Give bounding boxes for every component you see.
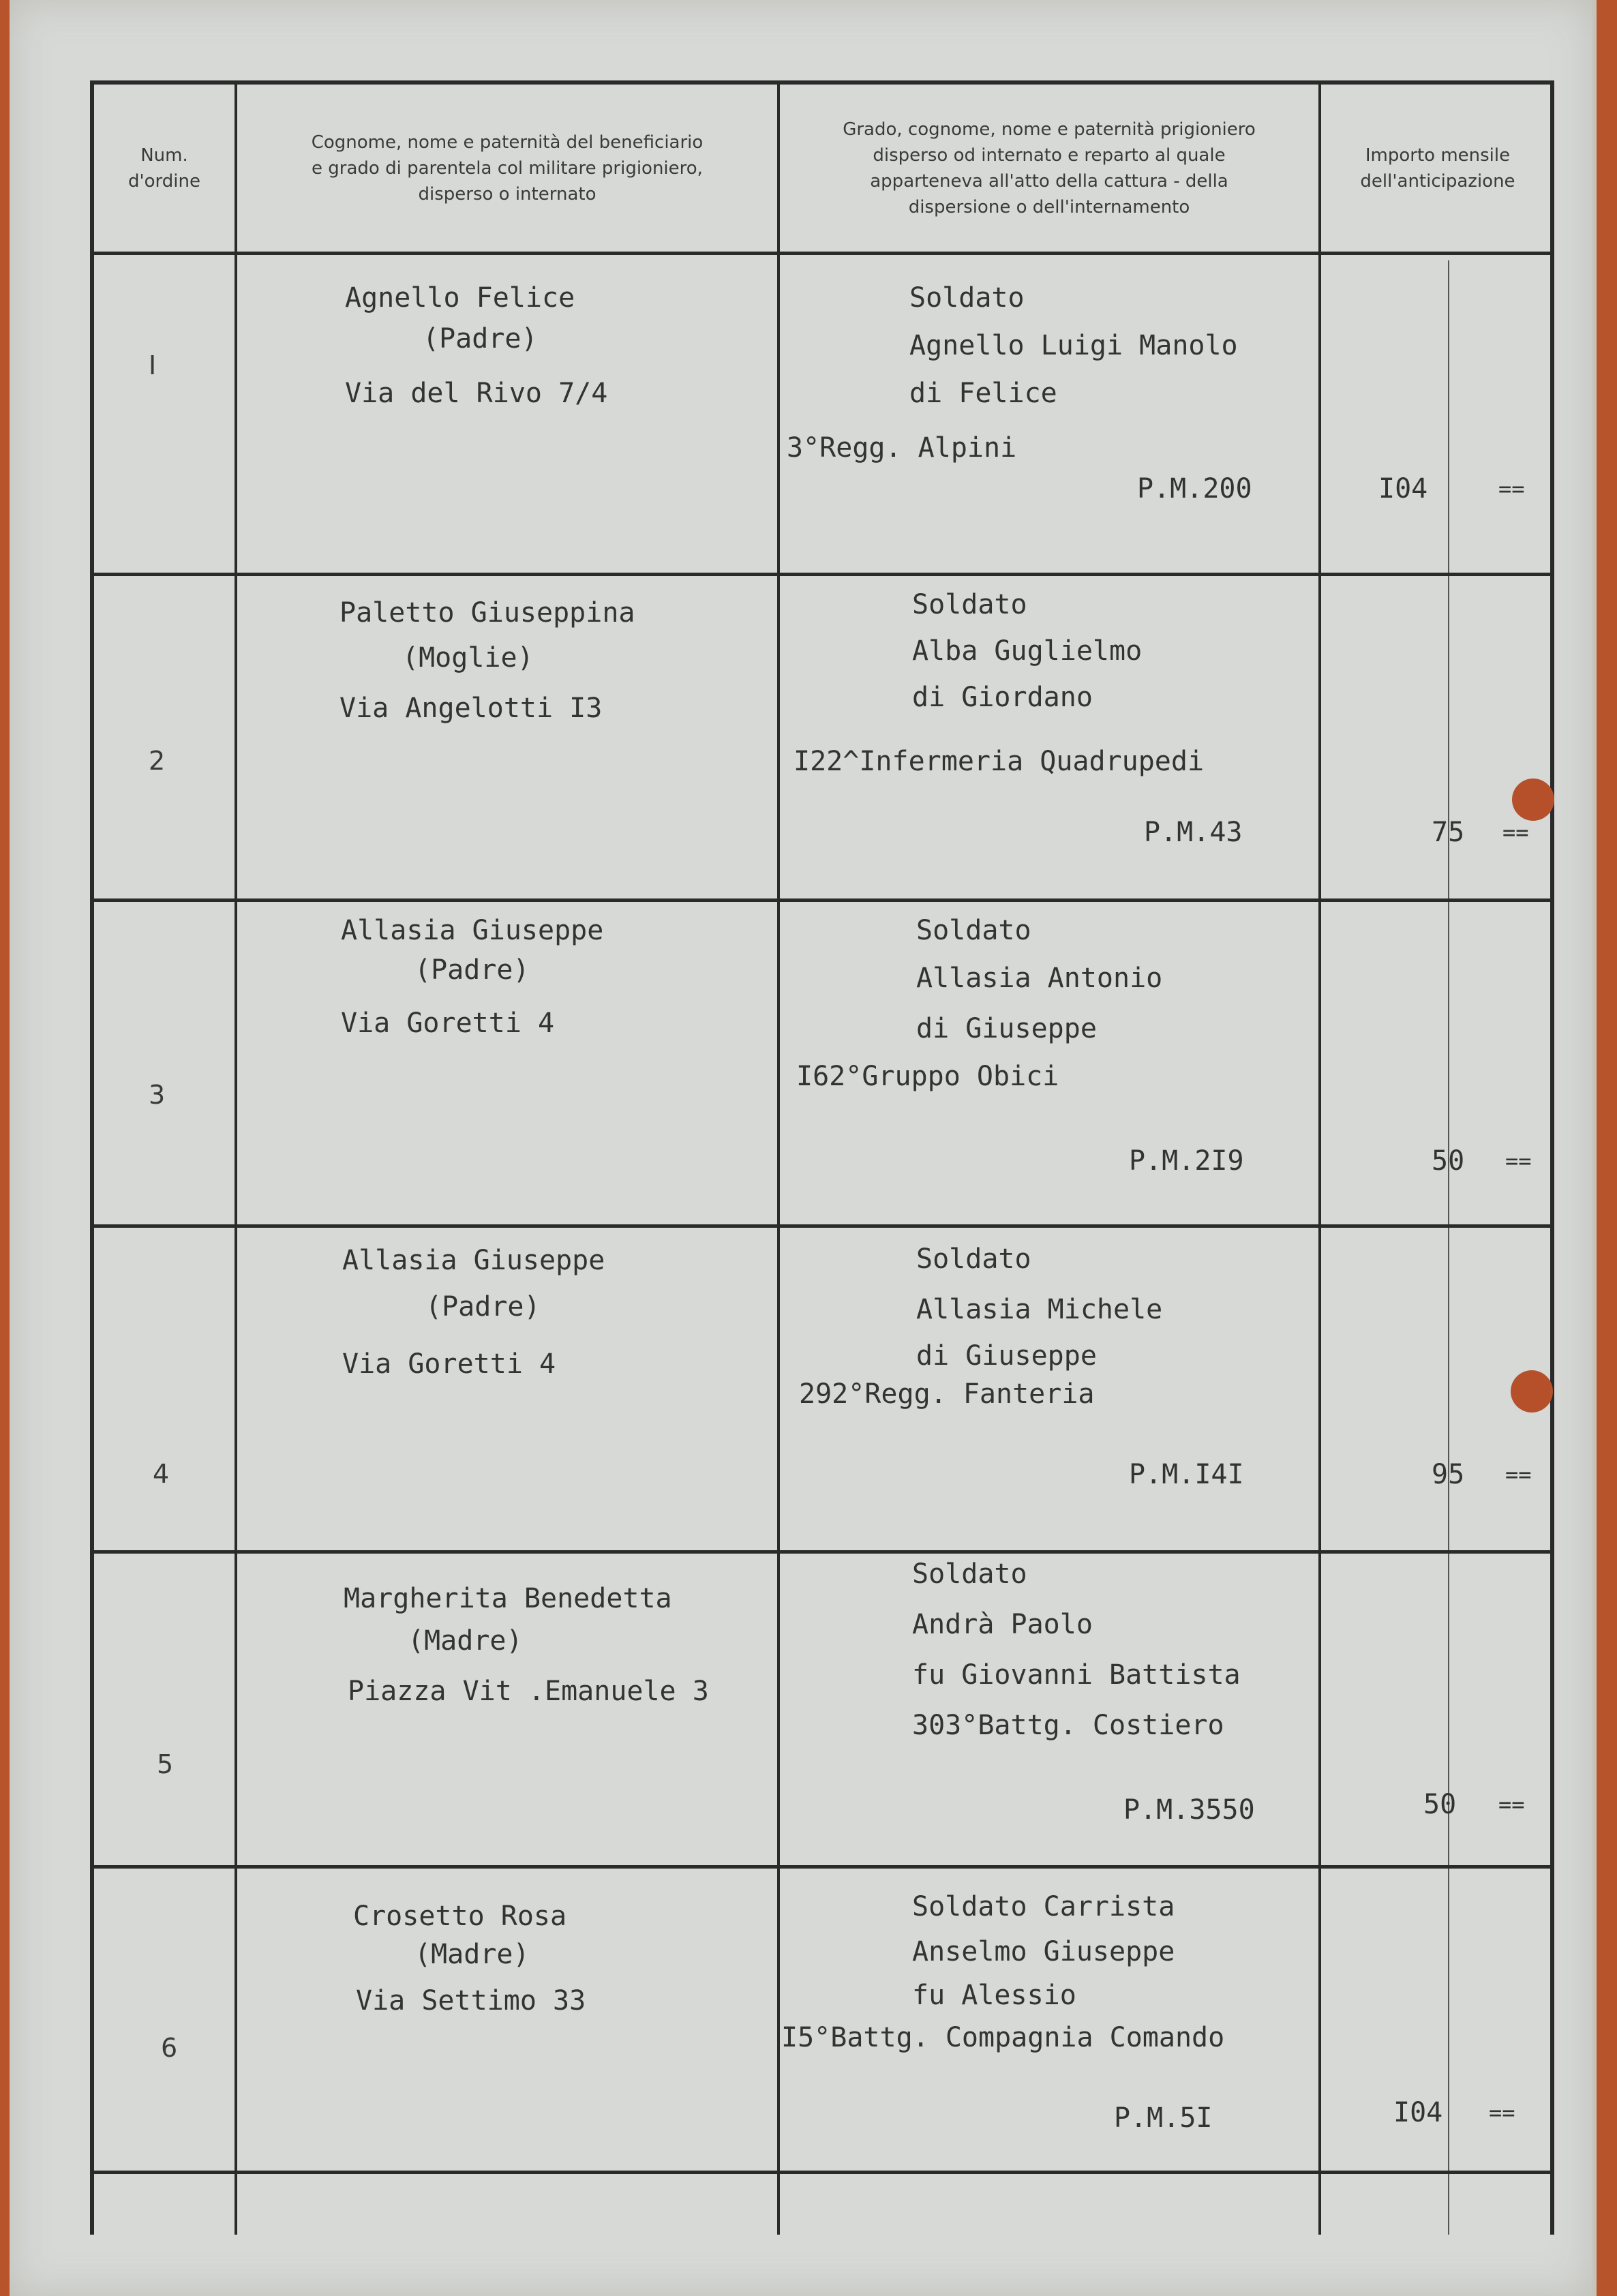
monthly-amount: 75 xyxy=(1432,817,1465,848)
header-soldier: Grado, cognome, nome e paternità prigioniero disperso od internato e reparto al quale apparteneva all'atto della cattura - della dispersione o dell'internamento xyxy=(843,119,1256,217)
beneficiary-relation: (Padre) xyxy=(423,323,538,354)
postal-code: P.M.2I9 xyxy=(1129,1145,1244,1177)
row-divider xyxy=(94,573,1550,576)
punch-hole xyxy=(1512,779,1554,821)
amount-mark: == xyxy=(1502,819,1529,845)
header-amount: Importo mensile dell'anticipazione xyxy=(1360,145,1515,192)
beneficiary-name: Paletto Giuseppina xyxy=(339,597,635,629)
soldier-unit: 292°Regg. Fanteria xyxy=(799,1378,1095,1410)
header-num: Num. d'ordine xyxy=(128,145,200,192)
row-divider xyxy=(94,2171,1550,2174)
amount-mark: == xyxy=(1498,476,1525,502)
soldier-rank: Soldato xyxy=(912,1558,1027,1590)
document-page xyxy=(10,0,1597,2296)
beneficiary-name: Agnello Felice xyxy=(345,282,575,314)
soldier-rank: Soldato xyxy=(909,282,1025,314)
soldier-paternity: fu Giovanni Battista xyxy=(912,1659,1241,1691)
soldier-rank: Soldato Carrista xyxy=(912,1891,1175,1922)
beneficiary-address: Via del Rivo 7/4 xyxy=(345,378,608,409)
beneficiary-relation: (Madre) xyxy=(414,1939,530,1970)
soldier-unit: 303°Battg. Costiero xyxy=(912,1710,1224,1741)
soldier-unit: I62°Gruppo Obici xyxy=(796,1061,1059,1092)
beneficiary-address: Piazza Vit .Emanuele 3 xyxy=(348,1676,709,1707)
amount-mark: == xyxy=(1498,1792,1525,1817)
column-divider xyxy=(1318,85,1321,2235)
soldier-paternity: fu Alessio xyxy=(912,1980,1076,2011)
header-divider xyxy=(94,252,1550,255)
beneficiary-address: Via Goretti 4 xyxy=(341,1008,555,1039)
beneficiary-name: Crosetto Rosa xyxy=(353,1901,567,1932)
row-divider xyxy=(94,1865,1550,1869)
soldier-name: Allasia Antonio xyxy=(916,963,1163,994)
row-number: I xyxy=(149,350,157,380)
row-number: 3 xyxy=(149,1080,166,1110)
soldier-unit: 3°Regg. Alpini xyxy=(787,432,1017,464)
postal-code: P.M.5I xyxy=(1114,2102,1213,2134)
soldier-name: Anselmo Giuseppe xyxy=(912,1936,1175,1967)
postal-code: P.M.43 xyxy=(1144,817,1243,848)
soldier-name: Allasia Michele xyxy=(916,1294,1163,1325)
postal-code: P.M.200 xyxy=(1137,473,1252,504)
column-divider xyxy=(777,85,780,2235)
beneficiary-name: Margherita Benedetta xyxy=(344,1583,672,1614)
header-beneficiary: Cognome, nome e paternità del beneficiario e grado di parentela col militare prigioniero, disperso o internato xyxy=(311,132,704,205)
row-divider xyxy=(94,1550,1550,1554)
beneficiary-address: Via Angelotti I3 xyxy=(339,693,603,724)
beneficiary-relation: (Padre) xyxy=(425,1291,541,1323)
row-number: 5 xyxy=(157,1749,174,1779)
soldier-name: Andrà Paolo xyxy=(912,1609,1093,1640)
monthly-amount: 50 xyxy=(1423,1789,1457,1820)
soldier-paternity: di Giordano xyxy=(912,682,1093,713)
row-number: 2 xyxy=(149,746,166,776)
row-number: 6 xyxy=(161,2033,178,2063)
soldier-paternity: di Giuseppe xyxy=(916,1340,1097,1372)
beneficiary-address: Via Goretti 4 xyxy=(342,1348,556,1380)
row-number: 4 xyxy=(153,1459,170,1489)
soldier-unit: I5°Battg. Compagnia Comando xyxy=(781,2022,1225,2053)
monthly-amount: 95 xyxy=(1432,1459,1465,1490)
column-divider xyxy=(235,85,237,2235)
beneficiary-name: Allasia Giuseppe xyxy=(342,1245,605,1276)
monthly-amount: I04 xyxy=(1393,2097,1443,2128)
punch-hole xyxy=(1511,1370,1553,1413)
beneficiary-name: Allasia Giuseppe xyxy=(341,915,604,946)
monthly-amount: 50 xyxy=(1432,1145,1465,1177)
column-divider xyxy=(1448,260,1449,2235)
soldier-unit: I22^Infermeria Quadrupedi xyxy=(794,746,1205,777)
register-table xyxy=(90,80,1554,2235)
soldier-name: Agnello Luigi Manolo xyxy=(909,330,1238,361)
amount-mark: == xyxy=(1505,1462,1532,1487)
amount-mark: == xyxy=(1505,1148,1532,1174)
amount-mark: == xyxy=(1489,2100,1515,2126)
row-divider xyxy=(94,1224,1550,1228)
beneficiary-relation: (Moglie) xyxy=(402,642,534,674)
soldier-rank: Soldato xyxy=(916,1243,1031,1275)
soldier-paternity: di Giuseppe xyxy=(916,1013,1097,1044)
soldier-rank: Soldato xyxy=(916,915,1031,946)
soldier-paternity: di Felice xyxy=(909,378,1057,409)
row-divider xyxy=(94,898,1550,902)
monthly-amount: I04 xyxy=(1378,473,1428,504)
soldier-name: Alba Guglielmo xyxy=(912,635,1143,667)
postal-code: P.M.3550 xyxy=(1123,1794,1255,1826)
postal-code: P.M.I4I xyxy=(1129,1459,1244,1490)
soldier-rank: Soldato xyxy=(912,589,1027,620)
beneficiary-relation: (Padre) xyxy=(414,954,530,986)
beneficiary-relation: (Madre) xyxy=(408,1625,523,1657)
beneficiary-address: Via Settimo 33 xyxy=(356,1985,586,2016)
